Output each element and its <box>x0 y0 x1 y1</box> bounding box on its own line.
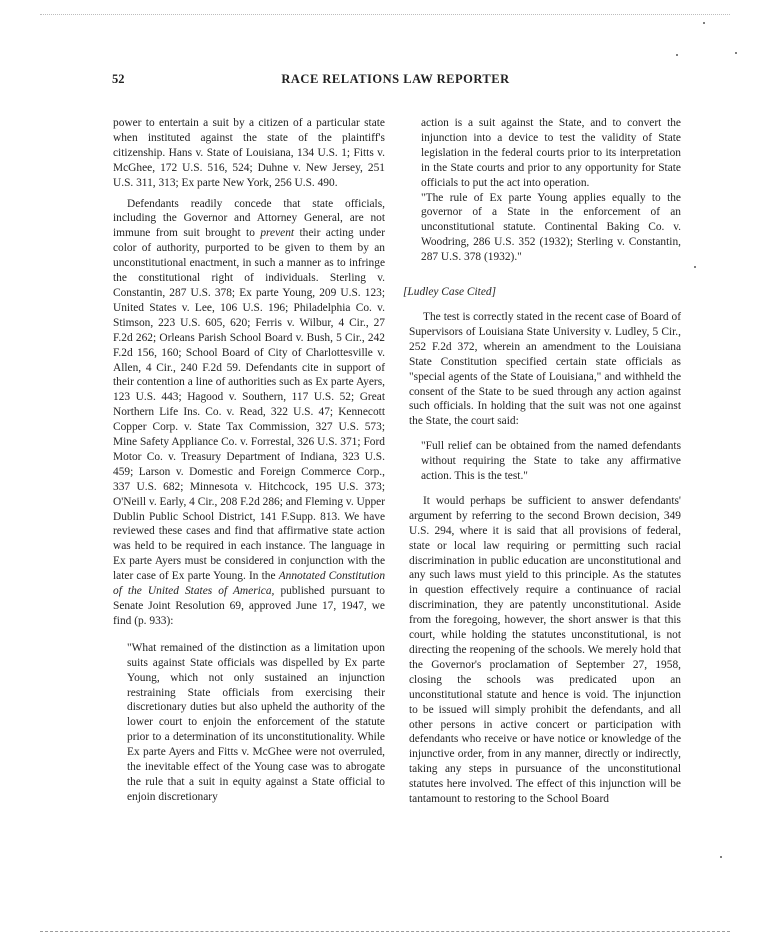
bottom-scan-rule <box>40 931 730 933</box>
paragraph: power to entertain a suit by a citizen of a particular state when instituted against the state of the plaintiff's citizenship. Hans v. State of Louisiana, 134 U.S. 1; Fitts v. McGhee, 172 U.S. 516, 524; Duhne v. New Jersey, 251 U.S. 311, 313; Ex parte New York, 256 U.S. 490. <box>113 117 385 189</box>
block-quote: "What remained of the distinction as a limitation upon suits against State officials was dispelled by Ex parte Young, which not only sustained an injunction restraining State officials from exercising their discretionary duties but also upheld the authority of the lower court to enjoin the enforcement of the statute prior to a determination of its unconstitutionality. While Ex parte Ayers and Fitts v. McGhee were not overruled, the inevitable effect of the Young case was to abrogate the rule that a suit in equity against a State official to enjoin discretionary <box>127 641 385 803</box>
scan-speck <box>720 856 722 858</box>
text-run: their acting under color of authority, purported to be given to them by an unconstitutional enactment, in such a manner as to infringe the constitutional right of individuals. Sterling v. Constantin, 287 U.S. 378; Ex parte Young, 209 U.S. 123; United States v. Lee, 106 U.S. 196; Philadelphia Co. v. Stimson, 223 U.S. 605, 620; Ferris v. Wilbur, 4 Cir., 27 F.2d 262; Orleans Parish School Board v. Bush, 5 Cir., 242 F.2d 156, 160; School Board of City of Charlottesville v. Allen, 4 Cir., 240 F.2d 59. Defendants cite in support of their contention a line of authorities such as Ex parte Ayers, 123 U.S. 443; Hagood v. Southern, 117 U.S. 52; Great Northern Life Ins. Co. v. Read, 322 U.S. 47; Kennecott Copper Corp. v. State Tax Commission, 327 U.S. 573; Mine Safety Appliance Co. v. Forrestal, 326 U.S. 371; Ford Motor Co. v. Treasury Department of Indiana, 323 U.S. 459; Larson v. Domestic and Foreign Commerce Corp., 337 U.S. 682; Minnesota v. Hitchcock, 195 U.S. 373; O'Neill v. Early, 4 Cir., 208 F.2d 286; and Fleming v. Upper Dublin Public School District, 141 F.Supp. 813. We have reviewed these cases and find that affirmative state action was held to be required in each instance. The language in Ex parte Ayers must be considered in conjunction with the later case of Ex parte Young. In the <box>113 227 385 583</box>
text-run: Defendants readily concede that state officials, including the Governor and Attorney General, are not immune from suit brought to <box>113 197 385 240</box>
emphasis: prevent <box>260 227 295 240</box>
scan-speck <box>735 52 737 54</box>
paragraph: It would perhaps be sufficient to answer defendants' argument by referring to the second Brown decision, 349 U.S. 294, where it is said that all provisions of federal, state or local law requiring or permitting such racial discrimination in public education are unconstitutional and any such laws must yield to this principle. As the statutes in question effectively require a continuance of racial discrimination, they are patently unconstitutional. Aside from the foregoing, however, the short answer is that this court, while holding the statutes unconstitutional, is not directing the reopening of the schools. We merely hold that the Governor's proclamation of September 27, 1958, closing the schools was predicated upon an unconstitutional statute and hence is void. The injunction to be issued will simply prohibit the defendants, and all other persons in active concert or participation with defendants who receive or have notice or knowledge of the injunctive order, from in any manner, directly or indirectly, taking any steps in pursuance of the unconstitutional statutes here involved. The effect of this injunction will be tantamount to restoring to the School Board <box>409 494 681 806</box>
page-number: 52 <box>112 72 125 86</box>
top-scan-rule <box>40 14 730 16</box>
paragraph: The test is correctly stated in the recent case of Board of Supervisors of Louisiana State University v. Ludley, 5 Cir., 252 F.2d 372, wherein an amendment to the Louisiana State Constitution specified certain state officials as "special agents of the State of Louisiana," and withheld the consent of the State to be sued through any action against such officials. In holding that the suit was not one against the State, the court said: <box>409 310 681 428</box>
running-title: RACE RELATIONS LAW REPORTER <box>281 72 510 86</box>
scan-speck <box>676 54 678 56</box>
publication-title: Annotated Constitution of the United States of America, <box>113 570 386 598</box>
section-subheading: [Ludley Case Cited] <box>403 286 497 299</box>
block-quote: "The rule of Ex parte Young applies equally to the governor of a State in the enforcement of an unconstitutional statute. Continental Baking Co. v. Woodring, 286 U.S. 352 (1932); Sterling v. Constantin, 287 U.S. 378 (1932)." <box>421 191 681 264</box>
right-column <box>403 116 681 807</box>
paragraph <box>113 197 385 629</box>
block-quote: action is a suit against the State, and to convert the injunction into a device to test the validity of State legislation in the federal courts prior to its interpretation in the State courts and prior to any opportunity for State officials to put the act into operation. <box>421 117 681 189</box>
text-run: published pursuant to Senate Joint Resolution 69, approved June 17, 1947, we find (p. 933): <box>113 585 385 627</box>
scan-speck <box>703 22 705 24</box>
block-quote: "Full relief can be obtained from the named defendants without requiring the State to take any affirmative action. This is the test." <box>421 440 681 483</box>
scan-speck <box>694 266 696 268</box>
left-column <box>113 116 385 805</box>
